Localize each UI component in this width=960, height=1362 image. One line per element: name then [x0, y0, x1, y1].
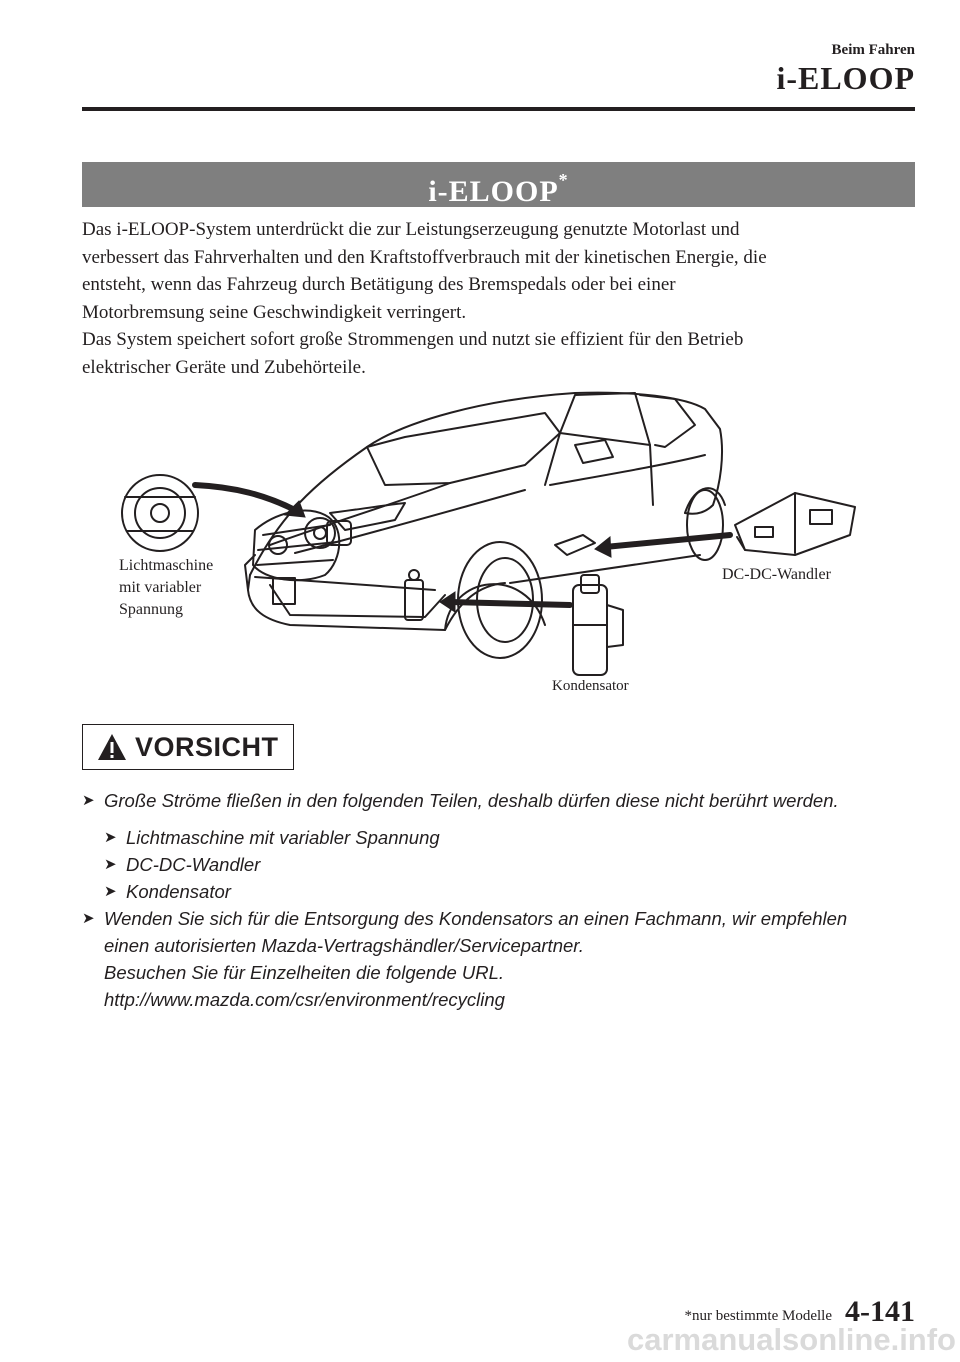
- header-section: Beim Fahren: [831, 42, 915, 58]
- page-number: 4-141: [845, 1295, 915, 1328]
- caution-box: [82, 724, 294, 770]
- intro-text: [82, 216, 922, 381]
- arrow-bullet-icon: ➤: [104, 829, 117, 846]
- caution-subitem: ➤ Kondensator: [82, 878, 922, 905]
- caution-item: ➤ Große Ströme fließen in den folgenden Teilen, deshalb dürfen diese nicht berührt werden.: [82, 787, 922, 814]
- header-title: i-ELOOP: [776, 60, 915, 96]
- label-dcdc-converter: DC-DC-Wandler: [722, 566, 831, 583]
- car-component-figure: [105, 385, 865, 705]
- caution-list: [82, 787, 922, 1013]
- label-capacitor: Kondensator: [552, 678, 629, 694]
- arrow-bullet-icon: ➤: [104, 856, 117, 873]
- warning-triangle-icon: [97, 733, 127, 761]
- recycling-url: http://www.mazda.com/csr/environment/recycling: [104, 989, 505, 1010]
- footnote: *nur bestimmte Modelle: [684, 1308, 832, 1324]
- watermark: carmanualsonline.info: [626, 1322, 956, 1357]
- intro-line: Motorbremsung seine Geschwindigkeit verringert.: [82, 301, 467, 323]
- label-alternator: Lichtmaschine mit variabler Spannung: [119, 557, 214, 618]
- arrow-bullet-icon: ➤: [82, 792, 95, 809]
- section-title: i-ELOOP: [428, 175, 559, 208]
- intro-line: elektrischer Geräte und Zubehörteile.: [82, 356, 366, 378]
- arrow-bullet-icon: ➤: [82, 910, 95, 927]
- header-rule: [82, 107, 915, 111]
- intro-line: verbessert das Fahrverhalten und den Kraftstoffverbrauch mit der kinetischen Energie, die: [82, 246, 767, 268]
- section-title-bar: [82, 162, 915, 207]
- intro-line: Das i-ELOOP-System unterdrückt die zur Leistungserzeugung genutzte Motorlast und: [82, 219, 740, 240]
- asterisk-mark: *: [558, 170, 569, 190]
- caution-subitem: ➤ DC-DC-Wandler: [82, 851, 922, 878]
- car-illustration: [105, 385, 865, 705]
- caution-subitem: ➤ Lichtmaschine mit variabler Spannung: [82, 824, 922, 851]
- intro-line: entsteht, wenn das Fahrzeug durch Betätigung des Bremspedals oder bei einer: [82, 274, 676, 295]
- arrow-bullet-icon: ➤: [104, 883, 117, 900]
- intro-line: Das System speichert sofort große Strommengen und nutzt sie effizient für den Betrieb: [82, 329, 744, 350]
- caution-heading: VORSICHT: [135, 731, 279, 762]
- caution-item: ➤ Wenden Sie sich für die Entsorgung des Kondensators an einen Fachmann, wir empfehlen einen autorisierten Mazda-Vertragshändler/Servicepartner. Besuchen Sie für Einzelheiten die folgende URL. http://www.mazda.com/csr/environment/recycling: [82, 905, 922, 1013]
